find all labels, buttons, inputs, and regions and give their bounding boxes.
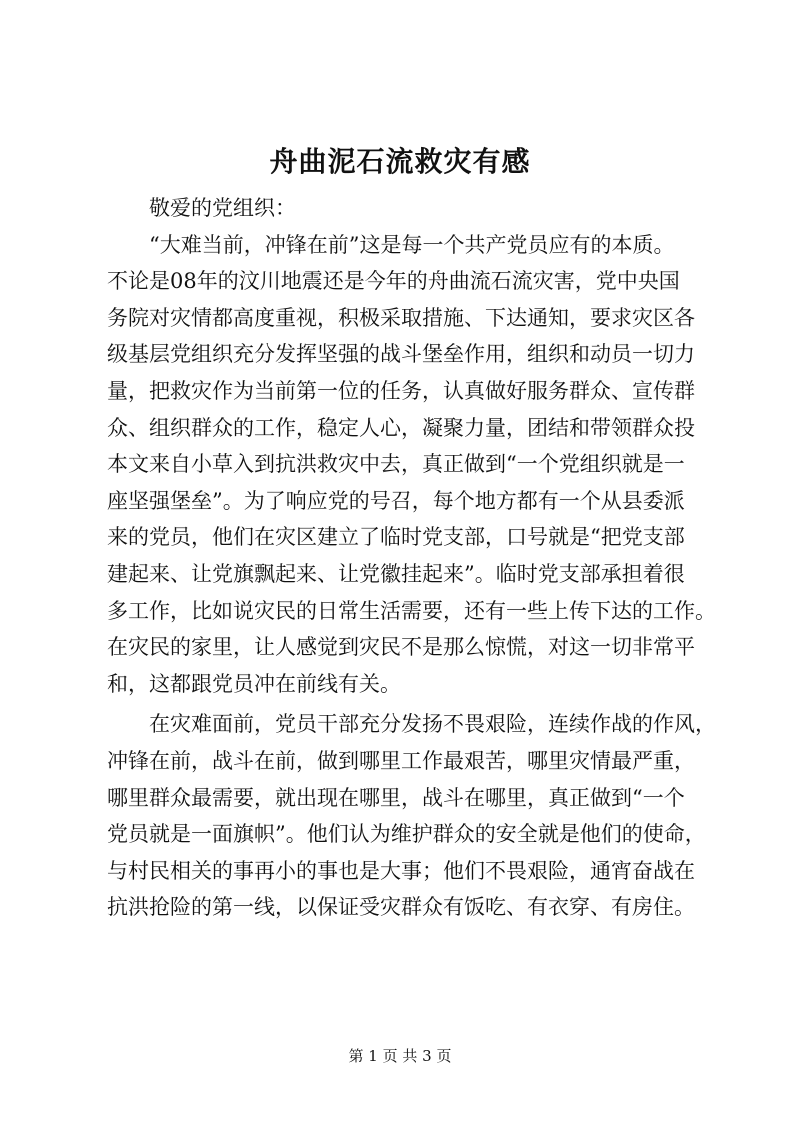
paragraph-2-line: 冲锋在前，战斗在前，做到哪里工作最艰苦，哪里灾情最严重，	[107, 748, 695, 773]
paragraph-1-line: 务院对灾情都高度重视，积极采取措施、下达通知，要求灾区各	[107, 305, 695, 330]
paragraph-1-line: 不论是08年的汶川地震还是今年的舟曲流石流灾害，党中央国	[107, 269, 680, 294]
paragraph-1-line: 建起来、让党旗飘起来、让党徽挂起来”。临时党支部承担着很	[107, 561, 685, 586]
paragraph-1-line: 级基层党组织充分发挥坚强的战斗堡垒作用，组织和动员一切力	[107, 342, 695, 367]
document-title: 舟曲泥石流救灾有感	[269, 145, 531, 178]
paragraph-2-line: 与村民相关的事再小的事也是大事；他们不畏艰险，通宵奋战在	[107, 858, 695, 883]
paragraph-1-line: 量，把救灾作为当前第一位的任务，认真做好服务群众、宣传群	[107, 378, 695, 403]
paragraph-1-line: 来的党员，他们在灾区建立了临时党支部，口号就是“把党支部	[107, 525, 685, 550]
paragraph-2-line: 党员就是一面旗帜”。他们认为维护群众的安全就是他们的使命，	[107, 822, 706, 847]
document-body	[107, 190, 716, 926]
page-number-footer: 第 1 页 共 3 页	[348, 1047, 452, 1065]
paragraph-1-line: 座坚强堡垒”。为了响应党的号召，每个地方都有一个从县委派	[107, 488, 685, 513]
paragraph-2-line: 在灾难面前，党员干部充分发扬不畏艰险，连续作战的作风，	[107, 712, 716, 737]
paragraph-1-line: 多工作，比如说灾民的日常生活需要，还有一些上传下达的工作。	[107, 598, 716, 623]
paragraph-2-line: 哪里群众最需要，就出现在哪里，战斗在哪里，真正做到“一个	[107, 785, 685, 810]
paragraph-1-line: 在灾民的家里，让人感觉到灾民不是那么惊慌，对这一切非常平	[107, 635, 695, 660]
paragraph-1-line: “大难当前，冲锋在前”这是每一个共产党员应有的本质。	[107, 232, 675, 257]
paragraph-1-line: 和，这都跟党员冲在前线有关。	[107, 671, 401, 696]
salutation-line: 敬爱的党组织：	[107, 196, 296, 220]
paragraph-1-line: 众、组织群众的工作，稳定人心，凝聚力量，团结和带领群众投	[107, 415, 695, 440]
paragraph-1-line: 本文来自小草入到抗洪救灾中去，真正做到“一个党组织就是一	[107, 452, 685, 477]
paragraph-2-line: 抗洪抢险的第一线，以保证受灾群众有饭吃、有衣穿、有房住。	[107, 895, 695, 920]
